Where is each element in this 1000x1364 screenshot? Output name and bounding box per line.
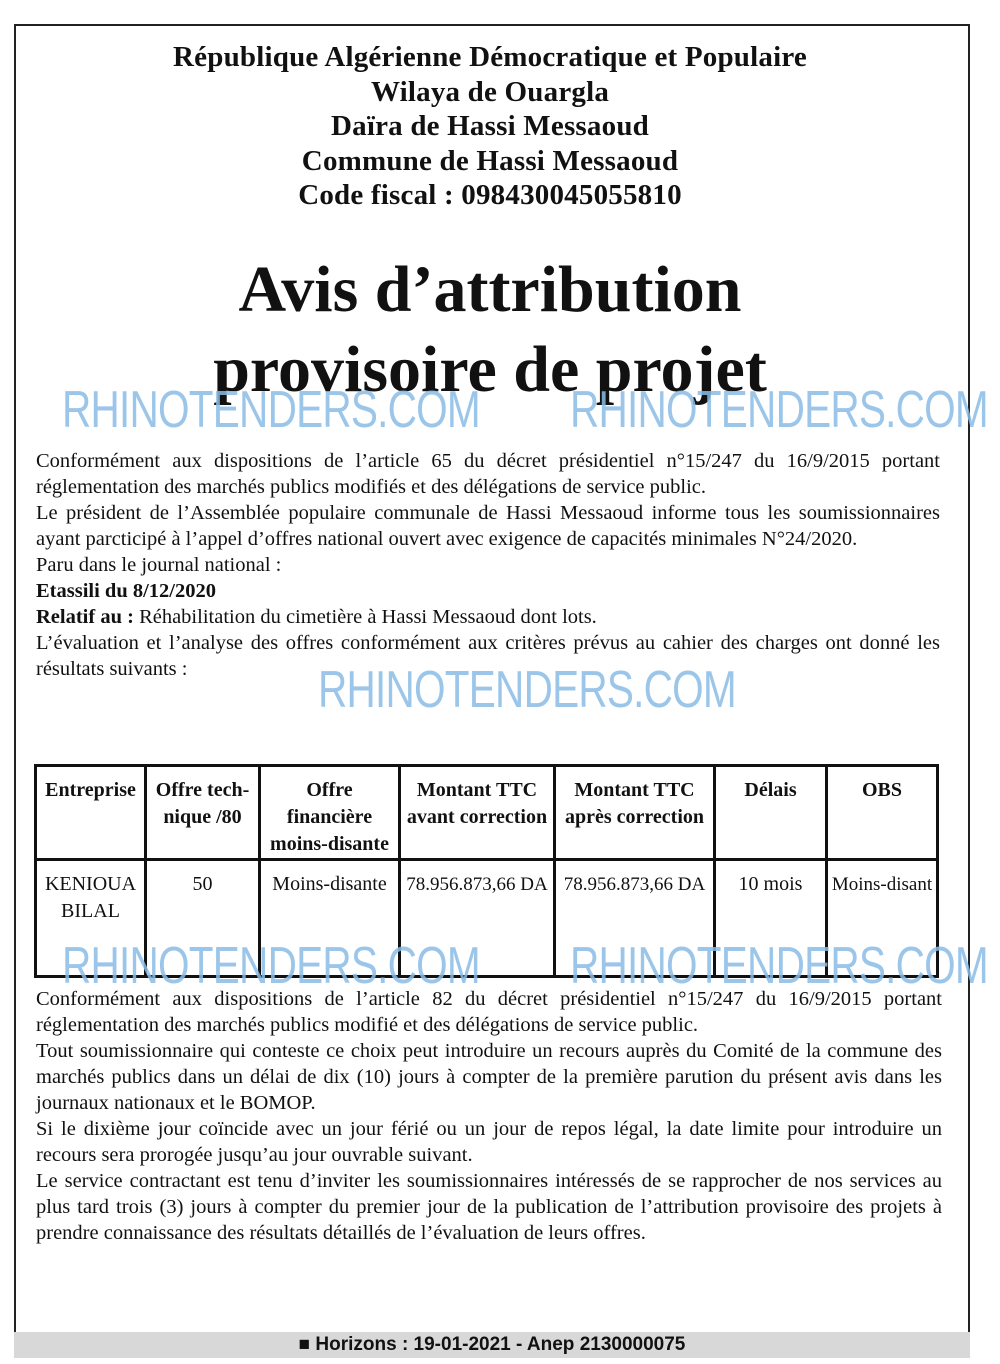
th-montant-apres-l2: après correction [564, 806, 705, 828]
publication-footer: ■ Horizons : 19-01-2021 - Anep 2130000075 [14, 1332, 970, 1358]
header-commune: Commune de Hassi Messaoud [301, 144, 679, 177]
th-montant-apres [555, 766, 715, 860]
header-code-fiscal: Code fiscal : 098430045055810 [298, 179, 682, 211]
cell-montant-apres: 78.956.873,66 DA [555, 860, 715, 977]
watermark-bottom-right: RHINOTENDERS.COM [570, 937, 988, 995]
intro-paragraph-1: Conformément aux dispositions de l’article 65 du décret présidentiel n°15/247 du 16/9/2015 portant réglementation des marchés publics modifiés et des délégations de service public. [36, 450, 940, 498]
th-offre-financiere-l2: moins-disante [270, 833, 389, 855]
watermark-top-left: RHINOTENDERS.COM [62, 381, 480, 439]
th-obs: OBS [827, 766, 938, 860]
table-header-row [36, 766, 938, 860]
th-montant-avant-l2: avant correction [406, 806, 548, 828]
th-entreprise: Entreprise [36, 766, 146, 860]
header-daira: Daïra de Hassi Messaoud [331, 110, 649, 142]
cell-delais: 10 mois [715, 860, 827, 977]
closing-section [36, 986, 942, 1246]
cell-obs: Moins-disant [827, 860, 938, 977]
th-montant-avant-l1: Montant TTC [416, 779, 538, 801]
intro-journal: Etassili du 8/12/2020 [36, 580, 216, 602]
header-wilaya: Wilaya de Ouargla [370, 75, 610, 108]
watermark-middle: RHINOTENDERS.COM [318, 661, 736, 719]
intro-relatif [36, 604, 940, 630]
th-offre-technique [146, 766, 260, 860]
th-delais: Délais [715, 766, 827, 860]
intro-section [36, 448, 940, 682]
cell-montant-avant: 78.956.873,66 DA [400, 860, 555, 977]
th-offre-financiere [260, 766, 400, 860]
cell-offre-financiere: Moins-disante [260, 860, 400, 977]
th-montant-apres-l1: Montant TTC [574, 779, 695, 801]
intro-paragraph-2: Le président de l’Assemblée populaire communale de Hassi Messaoud informe tous les soumissionnaires ayant parcticipé à l’appel d’offres national ouvert avec exigence de capacités minimales N°24/2020. [36, 502, 940, 550]
watermark-bottom-left: RHINOTENDERS.COM [62, 937, 480, 995]
cell-offre-technique: 50 [146, 860, 260, 977]
closing-paragraph-2: Tout soumissionnaire qui conteste ce choix peut introduire un recours auprès du Comité de la commune des marchés publics dans un délai de dix (10) jours à compter de la première parution du présent avis dans les journaux nationaux et le BOMOP. [36, 1040, 942, 1114]
th-montant-avant [400, 766, 555, 860]
cell-entreprise: KENIOUA BILAL [36, 860, 146, 977]
closing-paragraph-3: Si le dixième jour coïncide avec un jour férié ou un jour de repos légal, la date limite pour introduire un recours sera prorogée jusqu’au jour ouvrable suivant. [36, 1118, 942, 1166]
intro-paragraph-3: Paru dans le journal national : [36, 554, 282, 576]
th-offre-technique-l1: Offre tech- [155, 779, 250, 801]
document-header [0, 40, 980, 213]
th-offre-technique-l2: nique /80 [163, 806, 242, 828]
relatif-value: Réhabilitation du cimetière à Hassi Messaoud dont lots. [133, 606, 597, 628]
header-republic: République Algérienne Démocratique et Populaire [173, 41, 807, 73]
relatif-label: Relatif au : [36, 606, 134, 628]
notice-title-line2: provisoire de projet [213, 333, 767, 406]
watermark-top-right: RHINOTENDERS.COM [570, 381, 988, 439]
closing-paragraph-1: Conformément aux dispositions de l’article 82 du décret présidentiel n°15/247 du 16/9/2015 portant réglementation des marchés publics modifié et des délégations de service public. [36, 988, 942, 1036]
th-offre-financiere-l1: Offre financière [286, 779, 373, 828]
notice-title-line1: Avis d’attribution [238, 253, 742, 326]
closing-paragraph-4: Le service contractant est tenu d’inviter les soumissionnaires intéressés de se rapprocher de nos services au plus tard trois (3) jours à compter du premier jour de la publication de l’attribution provisoire des projets à prendre connaissance des résultats détaillés de l’évaluation de leurs offres. [36, 1170, 942, 1244]
intro-paragraph-5: L’évaluation et l’analyse des offres conformément aux critères prévus au cahier des charges ont donné les résultats suivants : [36, 632, 940, 680]
